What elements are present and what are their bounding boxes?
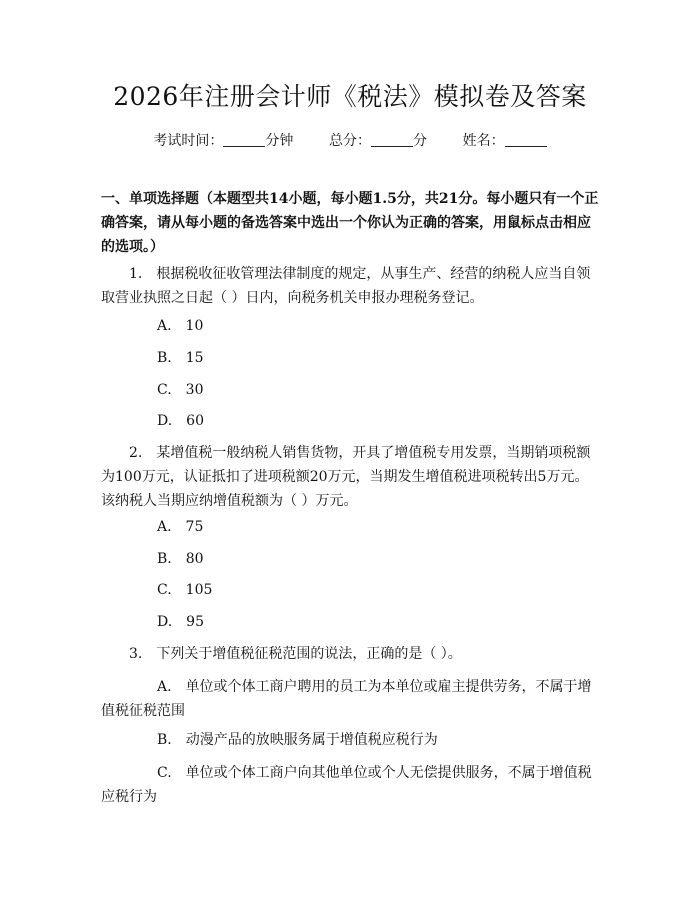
question-3-option-a[interactable]: A. 单位或个体工商户聘用的员工为本单位或雇主提供劳务，不属于增值税征税范围 xyxy=(101,679,592,719)
question-3-option-c[interactable]: C. 单位或个体工商户向其他单位或个人无偿提供服务，不属于增值税应税行为 xyxy=(101,765,592,805)
time-blank xyxy=(223,146,265,147)
exam-title: 2026年注册会计师《税法》模拟卷及答案 xyxy=(113,82,587,111)
question-2-text: 2. 某增值税一般纳税人销售货物，开具了增值税专用发票，当期销项税额为100万元，认证抵扣了进项税额20万元，当期发生增值税进项税转出5万元。该纳税人当期应纳增值税额为（ ）万元。 xyxy=(101,445,591,509)
question-2-option-c[interactable]: C. 105 xyxy=(157,582,213,598)
question-1-option-b[interactable]: B. 15 xyxy=(157,350,204,366)
question-3-text: 3. 下列关于增值税征税范围的说法，正确的是（ ）。 xyxy=(129,646,462,662)
name-label: 姓名： xyxy=(462,133,505,149)
question-2-option-a[interactable]: A. 75 xyxy=(157,519,204,535)
question-1-option-c[interactable]: C. 30 xyxy=(157,382,204,398)
question-3-option-b[interactable]: B. 动漫产品的放映服务属于增值税应税行为 xyxy=(157,732,438,748)
question-1-option-a[interactable]: A. 10 xyxy=(157,318,204,334)
exam-meta xyxy=(0,131,700,151)
score-unit: 分 xyxy=(413,133,427,149)
question-1-text: 1. 根据税收征收管理法律制度的规定，从事生产、经营的纳税人应当自领取营业执照之日起（ ）日内，向税务机关申报办理税务登记。 xyxy=(101,266,591,306)
name-blank xyxy=(505,146,547,147)
question-2-option-b[interactable]: B. 80 xyxy=(157,551,204,567)
score-label: 总分： xyxy=(329,133,371,149)
section-heading: 一、单项选择题（本题型共14小题，每小题1.5分，共21分。每小题只有一个正确答案，请从每小题的备选答案中选出一个你认为正确的答案，用鼠标点击相应的选项。） xyxy=(101,191,599,255)
time-unit: 分钟 xyxy=(265,133,294,149)
time-label: 考试时间： xyxy=(153,133,224,149)
question-2-option-d[interactable]: D. 95 xyxy=(157,614,204,630)
score-blank xyxy=(371,146,413,147)
question-1-option-d[interactable]: D. 60 xyxy=(157,413,204,429)
